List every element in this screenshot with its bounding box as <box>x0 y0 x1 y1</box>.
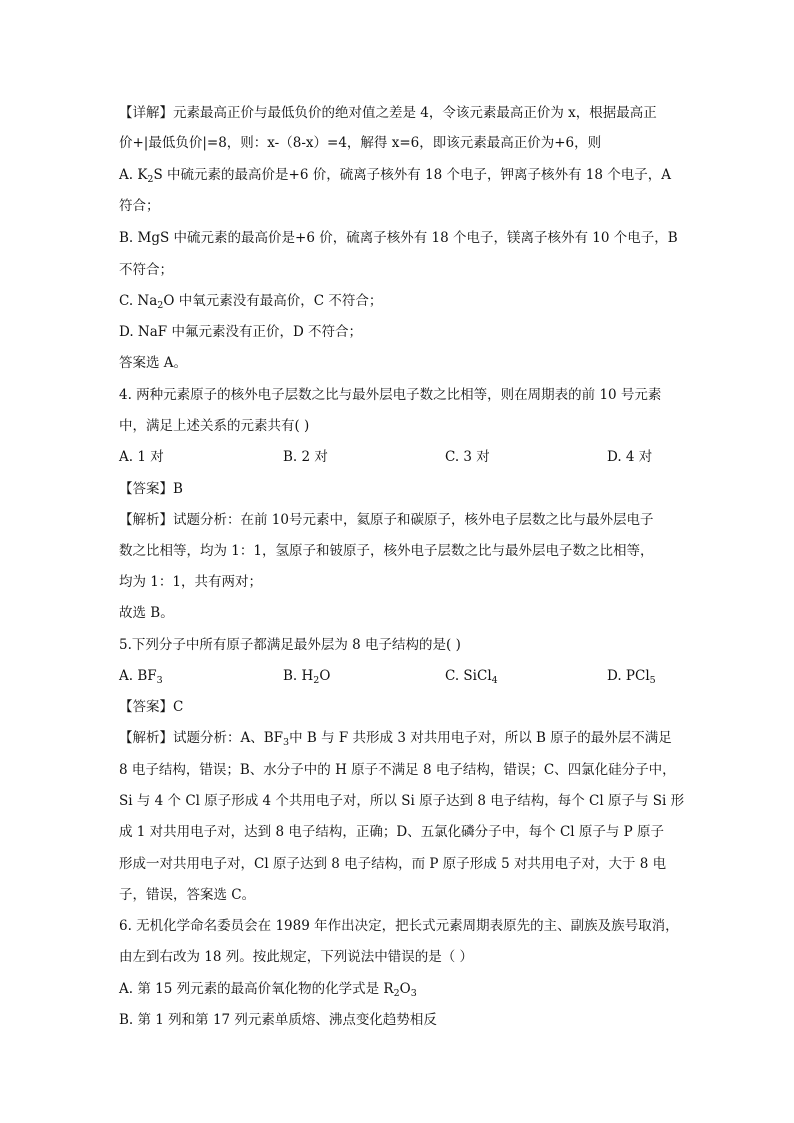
text-line: D. NaF 中氟元素没有正价，D 不符合； <box>119 324 363 340</box>
q5-option-c: C. SiCl$_4$ <box>445 668 498 686</box>
question-5-stem: 5.下列分子中所有原子都满足最外层为 8 电子结构的是( ) <box>119 637 461 653</box>
analysis-line: 【解析】试题分析：在前 10号元素中，氦原子和碳原子，核外电子层数之比与最外层电子 <box>119 512 654 528</box>
text-line: 价+|最低负价|=8，则：x-（8-x）=4，解得 x=6，即该元素最高正价为+6，则 <box>119 135 602 151</box>
answer-line: 【答案】C <box>119 699 184 715</box>
question-6-stem: 6. 无机化学命名委员会在 1989 年作出决定，把长式元素周期表原先的主、副族及族号取消， <box>119 918 679 934</box>
analysis-line: 形成一对共用电子对，Cl 原子达到 8 电子结构，而 P 原子形成 5 对共用电子对，大于 8 电 <box>119 856 667 872</box>
text-line: C. $Na_2O$ 中氧元素没有最高价，C 不符合； <box>119 293 383 311</box>
q4-option-c: C. 3 对 <box>445 449 490 465</box>
q5-option-b: B. $H_2O$ <box>283 668 331 686</box>
text-line: 答案选 A。 <box>119 355 188 371</box>
question-4-stem: 4. 两种元素原子的核外电子层数之比与最外层电子数之比相等，则在周期表的前 10 号元素 <box>119 387 662 403</box>
q4-option-d: D. 4 对 <box>607 449 653 465</box>
text-line: 【详解】元素最高正价与最低负价的绝对值之差是 4，令该元素最高正价为 x，根据最高正 <box>119 105 657 121</box>
analysis-line: 子，错误，答案选 C。 <box>119 887 256 903</box>
text-line: 符合； <box>119 198 160 214</box>
text-line: 不符合； <box>119 262 173 278</box>
analysis-line: Si 与 4 个 Cl 原子形成 4 个共用电子对，所以 Si 原子达到 8 电子结构，每个 Cl 原子与 Si 形 <box>119 793 685 809</box>
q6-option-a: A. 第 15 列元素的最高价氧化物的化学式是 $R_2O_3$ <box>119 981 417 999</box>
question-4-stem: 中，满足上述关系的元素共有( ) <box>119 418 310 434</box>
text-line: A. $K_2S$ 中硫元素的最高价是+6 价，硫离子核外有 18 个电子，钾离子核外有 18 个电子，A <box>119 167 671 185</box>
analysis-line: 成 1 对共用电子对，达到 8 电子结构，正确；D、五氯化磷分子中，每个 Cl 原子与 P 原子 <box>119 824 665 840</box>
answer-line: 【答案】B <box>119 481 183 497</box>
q4-option-a: A. 1 对 <box>119 449 164 465</box>
analysis-line: 均为 1：1，共有两对； <box>119 574 262 590</box>
question-6-stem: 由左到右改为 18 列。按此规定，下列说法中错误的是（ ） <box>119 949 474 965</box>
analysis-line: 【解析】试题分析：A、$BF_3$中 B 与 F 共形成 3 对共用电子对，所以 B 原子的最外层不满足 <box>119 730 672 748</box>
analysis-line: 故选 B。 <box>119 605 174 621</box>
analysis-line: 8 电子结构，错误；B、水分子中的 H 原子不满足 8 电子结构，错误；C、四氯化硅分子中， <box>119 762 676 778</box>
q4-option-b: B. 2 对 <box>283 449 328 465</box>
q5-option-d: D. PCl$_5$ <box>607 668 656 686</box>
text-line: B. MgS 中硫元素的最高价是+6 价，硫离子核外有 18 个电子，镁离子核外有 10 个电子，B <box>119 230 678 246</box>
q6-option-b: B. 第 1 列和第 17 列元素单质熔、沸点变化趋势相反 <box>119 1012 437 1028</box>
analysis-line: 数之比相等，均为 1：1，氢原子和铍原子，核外电子层数之比与最外层电子数之比相等， <box>119 543 654 559</box>
q5-option-a: A. $BF_3$ <box>119 668 163 686</box>
